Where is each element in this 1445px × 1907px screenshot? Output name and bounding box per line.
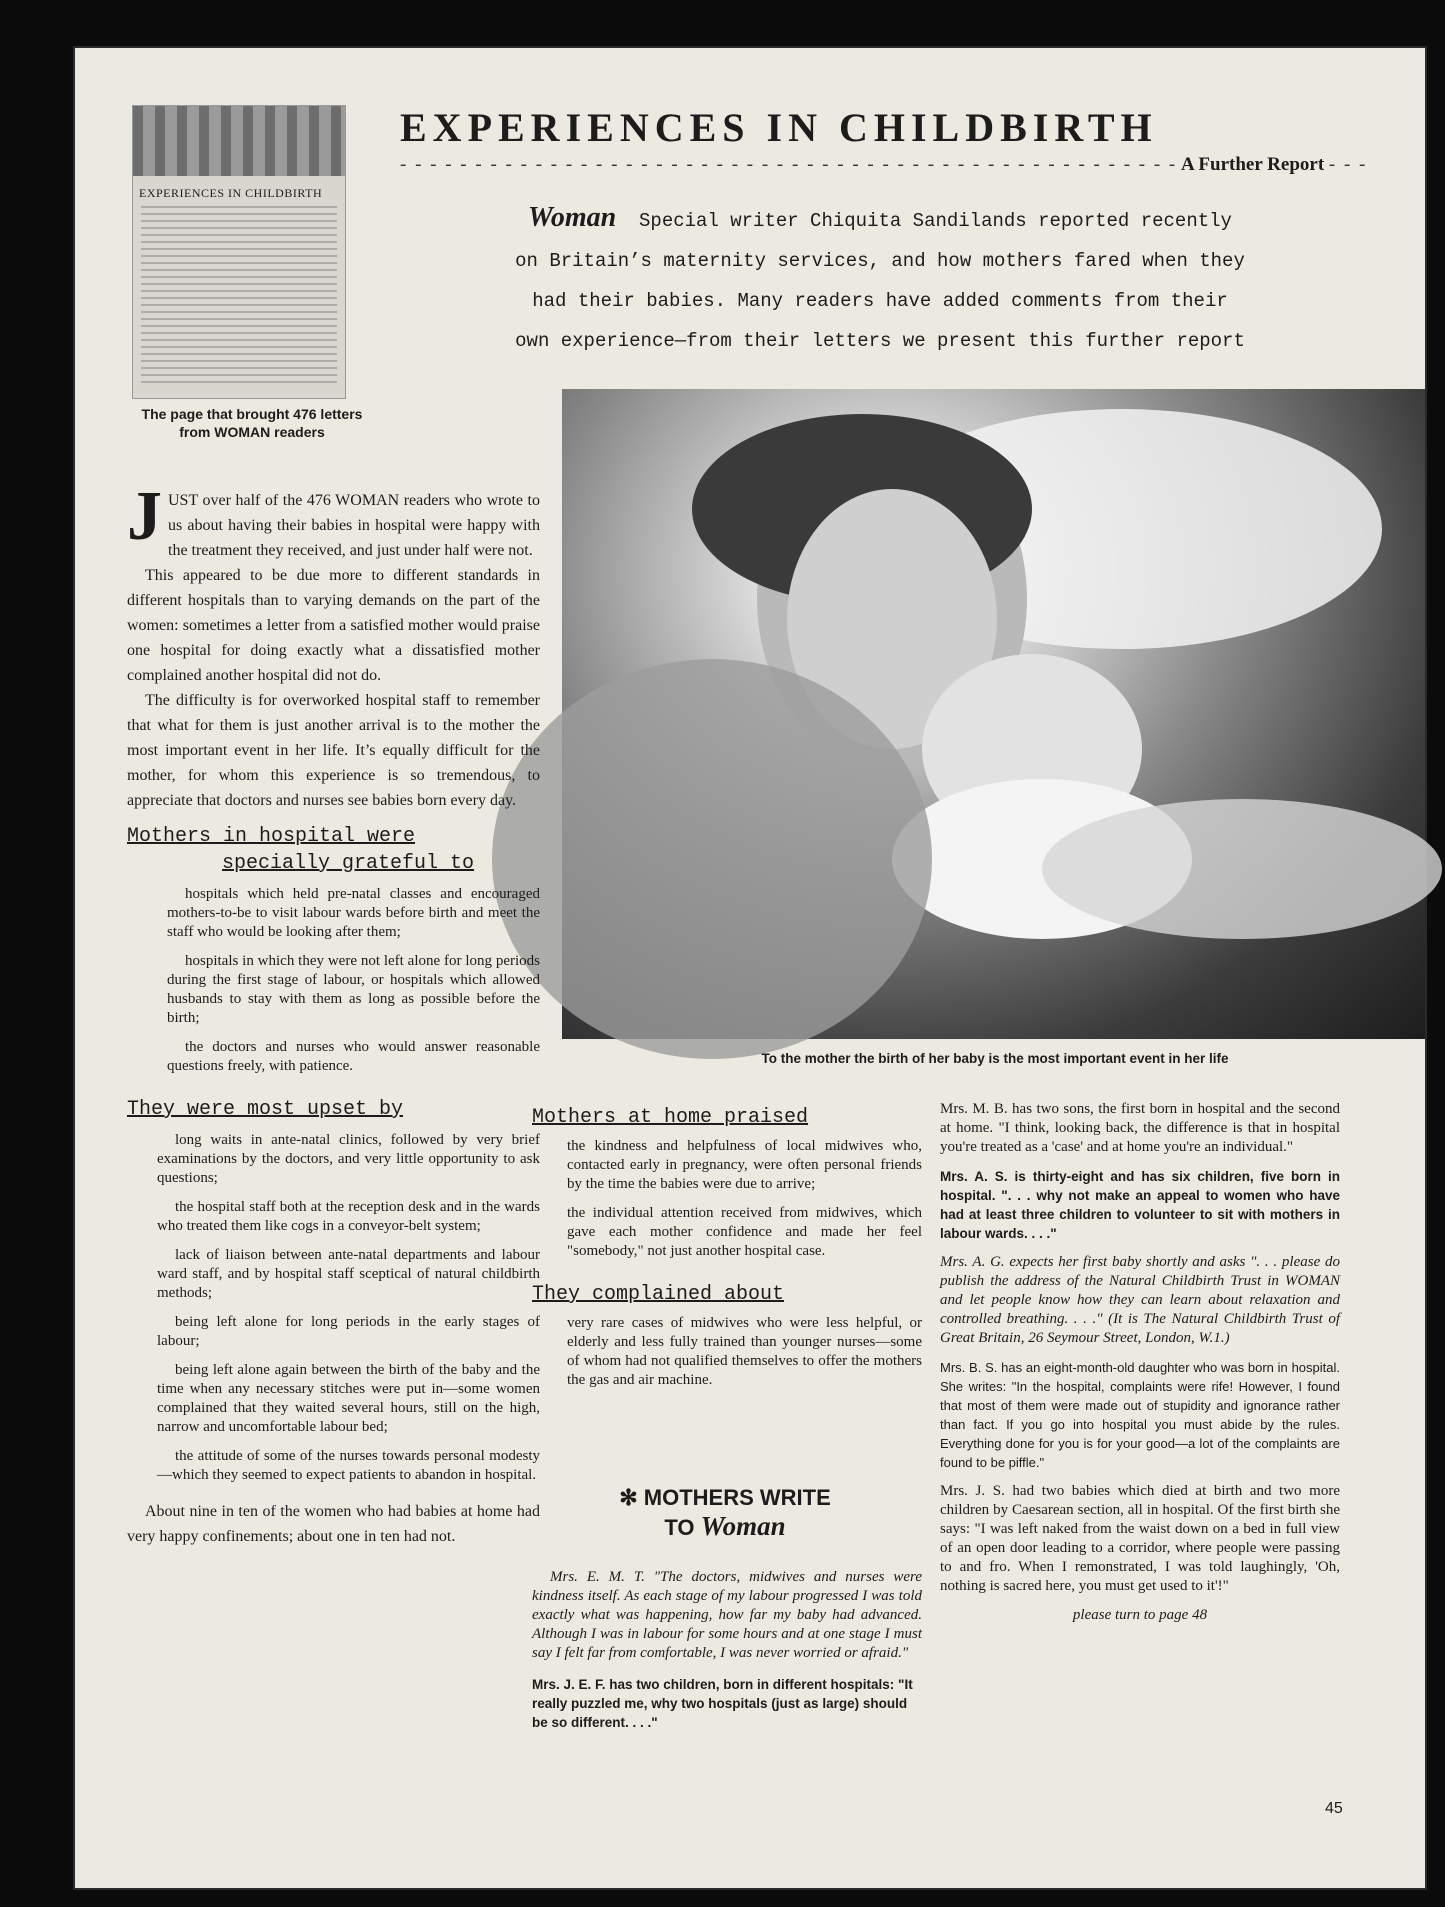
intro-line-3: had their babies. Many readers have added comments from their	[532, 290, 1228, 312]
intro-line-4: own experience—from their letters we present this further report	[515, 330, 1245, 352]
page-number: 45	[1325, 1800, 1343, 1817]
paragraph-3: The difficulty is for overworked hospital staff to remember that what for them is just another arrival is to the mother the most important event in her life. It’s equally difficult for the mother, for whom this experience is so tremendous, to appreciate that doctors and nurses see babies born every day.	[127, 692, 540, 809]
magazine-page	[75, 48, 1425, 1888]
upset-item-1: long waits in ante-natal clinics, followed by very brief examinations by the doctors, and very little opportunity to ask questions;	[157, 1132, 540, 1186]
column-one	[127, 478, 540, 1549]
upset-item-3: lack of liaison between ante-natal departments and labour ward staff, and by hospital staff sceptical of natural childbirth methods;	[157, 1247, 540, 1301]
mothers-write-line-2	[535, 1512, 915, 1542]
letter-ag: Mrs. A. G. expects her first baby shortly and asks ". . . please do publish the address of the Natural Childbirth Trust in WOMAN and let people know how they can learn about relaxation and controlled breathing. . . ." (It is The Natural Childbirth Trust of Great Britain, 26 Seymour Street, London, W.1.)	[940, 1254, 1340, 1346]
thumbnail-photo	[133, 106, 345, 176]
mothers-write-line-1	[535, 1484, 915, 1512]
heading-complained: They complained about	[532, 1283, 785, 1306]
letter-js: Mrs. J. S. had two babies which died at birth and two more children by Caesarean section, all in hospital. Of the first birth she says: "I was left naked from the waist down on a bed in full view of an open door leading to a corridor, where people were passing to and fro. When I remonstrated, I was told laughingly, 'Oh, nothing is sacred here, you must get used to it'!"	[940, 1483, 1340, 1594]
thumbnail-caption: The page that brought 476 letters from WOMAN readers	[141, 406, 363, 440]
thumbnail-text-lines	[141, 206, 337, 386]
heading-grateful-line-2: specially grateful to	[222, 852, 475, 875]
photo-illustration	[562, 389, 1425, 1039]
heading-upset: They were most upset by	[127, 1098, 404, 1121]
turn-to-page: please turn to page 48	[1072, 1607, 1208, 1623]
heading-praised: Mothers at home praised	[532, 1106, 809, 1129]
grateful-item-3: the doctors and nurses who would answer reasonable questions freely, with patience.	[167, 1039, 540, 1074]
intro-line-2: on Britain’s maternity services, and how mothers fared when they	[515, 250, 1245, 272]
thumbnail-title: EXPERIENCES IN CHILDBIRTH	[139, 186, 323, 200]
complained-item-1: very rare cases of midwives who were less helpful, or elderly and less fully trained than younger nurses—some of whom had not qualified themselves to offer the mothers the gas and air machine.	[567, 1315, 922, 1388]
thumbnail-clipping	[132, 105, 346, 399]
photo-caption: To the mother the birth of her baby is the most important event in her life	[761, 1051, 1229, 1066]
drop-cap: J	[127, 478, 162, 555]
heading-grateful-line-1: Mothers in hospital were	[127, 825, 416, 848]
letters-column-two	[532, 1568, 922, 1732]
letter-mb: Mrs. M. B. has two sons, the first born in hospital and the second at home. "I think, looking back, the difference is that in hospital you're treated as a 'case' and at home you're an individual."	[940, 1101, 1340, 1155]
subtitle-rule-end: - - -	[1328, 154, 1368, 175]
grateful-item-2: hospitals in which they were not left alone for long periods during the first stage of labour, or hospitals which allowed husbands to stay with them as long as possible before the birth;	[167, 953, 540, 1026]
intro-text-1: Special writer Chiquita Sandilands reported recently	[639, 210, 1232, 232]
article-title: EXPERIENCES IN CHILDBIRTH	[400, 105, 1158, 150]
letter-emt: Mrs. E. M. T. "The doctors, midwives and nurses were kindness itself. As each stage of my labour progressed I was told exactly what was happening, how far my baby had advanced. Although I was in labour for some hours and at one stage I must say I felt far from comfortable, I was never worried or afraid."	[532, 1569, 922, 1661]
paragraph-2: This appeared to be due more to different standards in different hospitals than to varying demands on the part of the women: sometimes a letter from a satisfied mother would praise one hospital for doing exactly what a dissatisfied mother complained another hospital did not do.	[127, 567, 540, 684]
grateful-item-1: hospitals which held pre-natal classes and encouraged mothers-to-be to visit labour wards before birth and meet the staff who would be looking after them;	[167, 886, 540, 940]
subtitle-text: A Further Report	[1180, 154, 1325, 175]
woman-logo: Woman	[528, 202, 617, 233]
article-subtitle	[400, 154, 1368, 176]
praised-item-1: the kindness and helpfulness of local midwives who, contacted early in pregnancy, were often personal friends by the time the babies were due to arrive;	[567, 1138, 922, 1192]
subtitle-rule: - - - - - - - - - - - - - - - - - - - - - - - - - - - - - - - - - - - - - - - - - - - - - - - - - - - -	[400, 154, 1178, 175]
column-three	[940, 1100, 1340, 1635]
mothers-write-heading	[535, 1484, 915, 1542]
asterisk-ornament-icon: ✻	[619, 1485, 638, 1510]
upset-item-6: the attitude of some of the nurses towards personal modesty—which they seemed to expect patients to abandon in hospital.	[157, 1448, 540, 1483]
mothers-write-to: TO	[664, 1515, 695, 1540]
intro-paragraph	[400, 198, 1360, 361]
mothers-write-text: MOTHERS WRITE	[643, 1485, 831, 1510]
intro-line-1	[400, 198, 1360, 241]
opening-paragraph	[127, 478, 540, 563]
letter-as: Mrs. A. S. is thirty-eight and has six children, five born in hospital. ". . . why not make an appeal to women who have had at least three children to volunteer to sit with mothers in labour wards. . . ."	[940, 1169, 1340, 1241]
mother-baby-photo	[562, 389, 1425, 1039]
closing-paragraph: About nine in ten of the women who had babies at home had very happy confinements; about one in ten had not.	[127, 1503, 540, 1545]
woman-logo-small: Woman	[700, 1511, 786, 1541]
paragraph-1-text: UST over half of the 476 WOMAN readers who wrote to us about having their babies in hospital were happy with the treatment they received, and just under half were not.	[168, 492, 540, 559]
upset-item-5: being left alone again between the birth of the baby and the time when any necessary stitches were put in—some women complained that they waited several hours, still on the high, narrow and uncomfortable labour bed;	[157, 1362, 540, 1435]
praised-item-2: the individual attention received from midwives, which gave each mother confidence and made her feel "somebody," not just another hospital case.	[567, 1205, 922, 1259]
letter-jef: Mrs. J. E. F. has two children, born in different hospitals: "It really puzzled me, why two hospitals (just as large) should be so different. . . ."	[532, 1677, 913, 1730]
column-two	[532, 1104, 922, 1390]
upset-item-4: being left alone for long periods in the early stages of labour;	[157, 1314, 540, 1349]
letter-bs: Mrs. B. S. has an eight-month-old daughter who was born in hospital. She writes: "In the hospital, complaints were rife! However, I found that most of them were made out of stupidity and ignorance rather than fact. If you go into hospital you must abide by the rules. Everything done for you is for your good—a lot of the complaints are found to be piffle."	[940, 1360, 1340, 1470]
upset-item-2: the hospital staff both at the reception desk and in the wards who treated them like cogs in a conveyor-belt system;	[157, 1199, 540, 1234]
